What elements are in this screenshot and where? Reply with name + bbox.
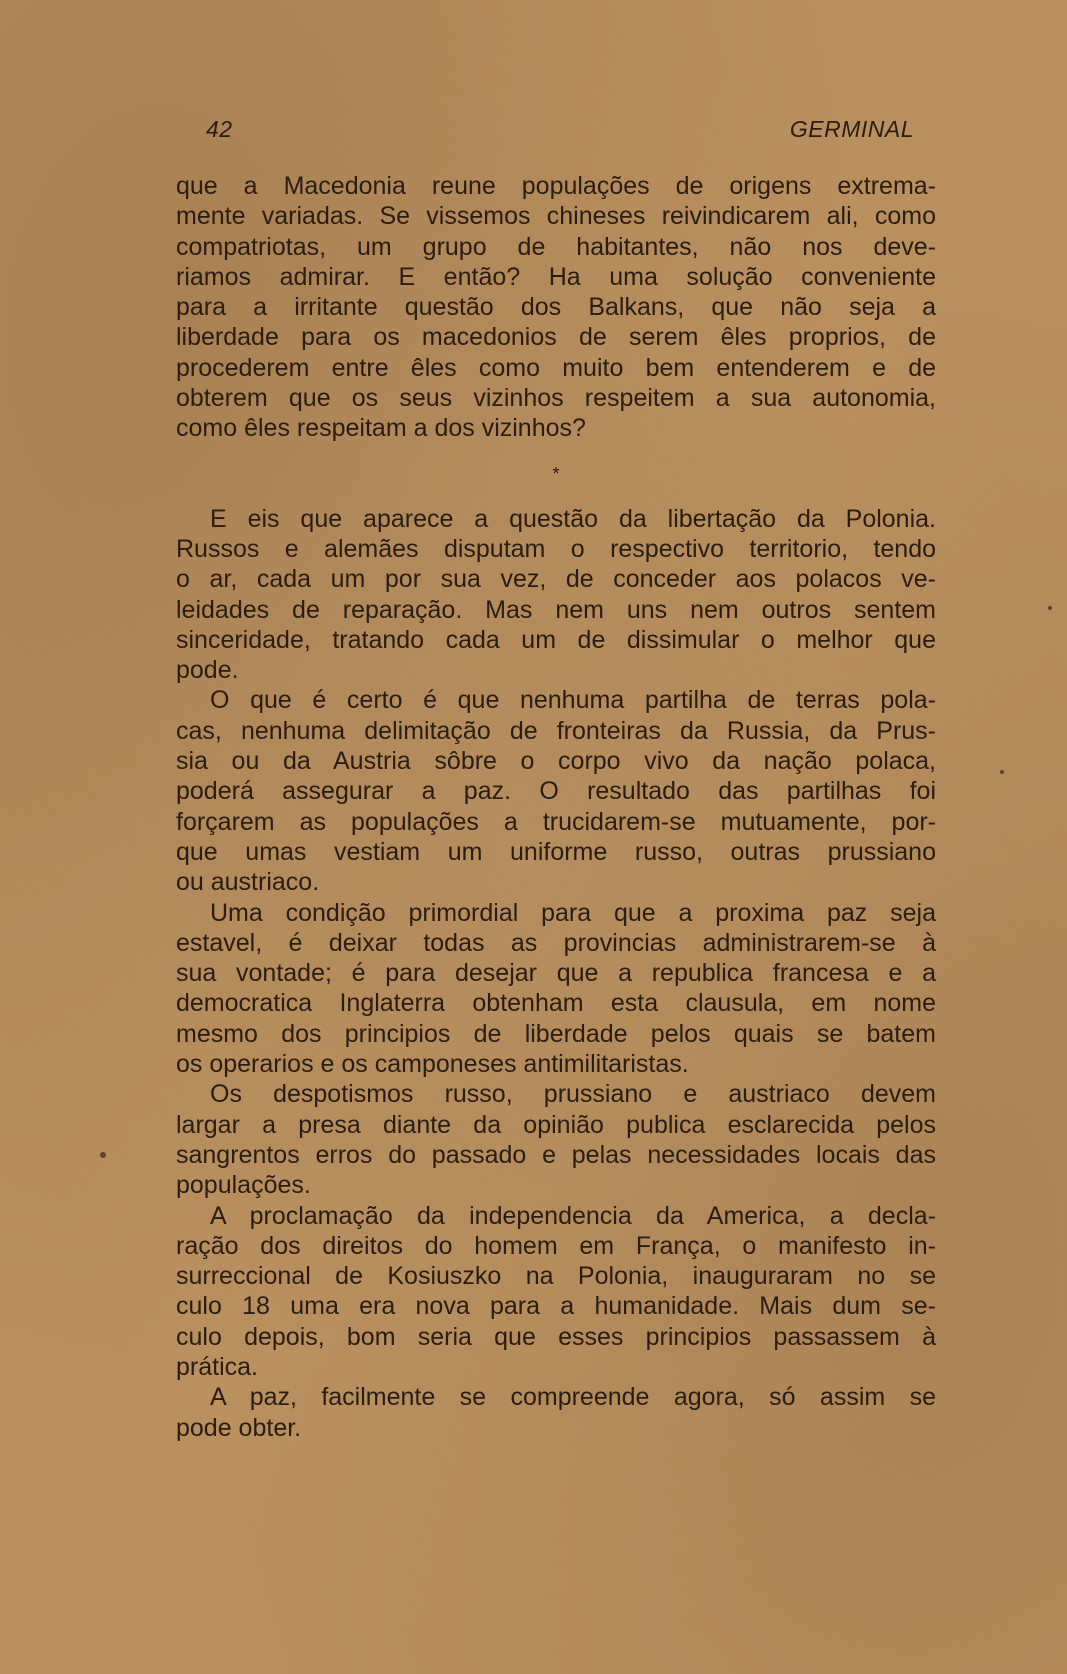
body-text (176, 171, 936, 1443)
text-line: O que é certo é que nenhuma partilha de terras pola- (210, 686, 936, 715)
text-line: ou austriaco. (176, 868, 320, 897)
text-line: Uma condição primordial para que a proxima paz seja (210, 898, 936, 927)
text-line: prática. (176, 1352, 258, 1381)
text-line: que a Macedonia reune populações de origens extrema- (176, 172, 936, 200)
text-line: democratica Inglaterra obtenham esta clausula, em nome (176, 989, 936, 1018)
text-line: Russos e alemães disputam o respectivo territorio, tendo (176, 534, 936, 563)
text-line: forçarem as populações a trucidarem-se mutuamente, por- (176, 807, 936, 836)
text-line: estavel, é deixar todas as provincias administrarem-se à (176, 928, 936, 957)
text-line: A paz, facilmente se compreende agora, só assim se (210, 1383, 936, 1412)
paragraphs-polonia (176, 504, 936, 1443)
text-line: para a irritante questão dos Balkans, que não seja a (176, 293, 936, 322)
text-line: compatriotas, um grupo de habitantes, não nos deve- (176, 232, 936, 261)
text-line: como êles respeitam a dos vizinhos? (176, 414, 586, 443)
text-line: sia ou da Austria sôbre o corpo vivo da nação polaca, (176, 747, 936, 776)
page-header (176, 116, 914, 152)
text-line: cas, nenhuma delimitação de fronteiras da Russia, da Prus- (176, 716, 936, 745)
ink-speck (1000, 770, 1004, 774)
paragraph-macedonia (176, 171, 936, 444)
text-line: liberdade para os macedonios de serem êles proprios, de (176, 323, 936, 352)
text-line: culo 18 uma era nova para a humanidade. Mais dum se- (176, 1292, 936, 1321)
text-line: riamos admirar. E então? Ha uma solução conveniente (176, 262, 936, 291)
text-line: culo depois, bom seria que esses principios passassem à (176, 1322, 936, 1351)
text-line: sinceridade, tratando cada um de dissimular o melhor que (176, 625, 936, 654)
text-line: leidades de reparação. Mas nem uns nem outros sentem (176, 595, 936, 624)
text-line: poderá assegurar a paz. O resultado das partilhas foi (176, 777, 936, 806)
text-line: ração dos direitos do homem em França, o manifesto in- (176, 1231, 936, 1260)
text-line: sua vontade; é para desejar que a republica francesa e a (176, 959, 936, 988)
text-line: que umas vestiam um uniforme russo, outras prussiano (176, 837, 936, 866)
text-line: pode. (176, 656, 239, 685)
text-line: o ar, cada um por sua vez, de conceder aos polacos ve- (176, 565, 936, 594)
text-line: A proclamação da independencia da America, a decla- (210, 1201, 936, 1230)
text-line: populações. (176, 1171, 311, 1200)
text-line: E eis que aparece a questão da libertação da Polonia. (210, 504, 936, 533)
text-line: procederem entre êles como muito bem entenderem e de (176, 353, 936, 382)
text-line: obterem que os seus vizinhos respeitem a sua autonomia, (176, 384, 936, 413)
text-line: mesmo dos principios de liberdade pelos quais se batem (176, 1019, 936, 1048)
text-line: mente variadas. Se vissemos chineses reivindicarem ali, como (176, 202, 936, 231)
text-line: sangrentos erros do passado e pelas necessidades locais das (176, 1140, 936, 1169)
text-line: Os despotismos russo, prussiano e austriaco devem (210, 1080, 936, 1109)
text-line: pode obter. (176, 1413, 302, 1442)
page-number: 42 (206, 116, 233, 142)
ink-speck (1048, 606, 1052, 610)
ink-speck (100, 1152, 106, 1158)
text-line: surreccional de Kosiuszko na Polonia, inauguraram no se (176, 1262, 936, 1291)
text-line: largar a presa diante da opinião publica esclarecida pelos (176, 1110, 936, 1139)
section-separator: * (552, 463, 560, 484)
running-title: GERMINAL (789, 116, 914, 142)
text-line: os operarios e os camponeses antimilitaristas. (176, 1050, 689, 1079)
